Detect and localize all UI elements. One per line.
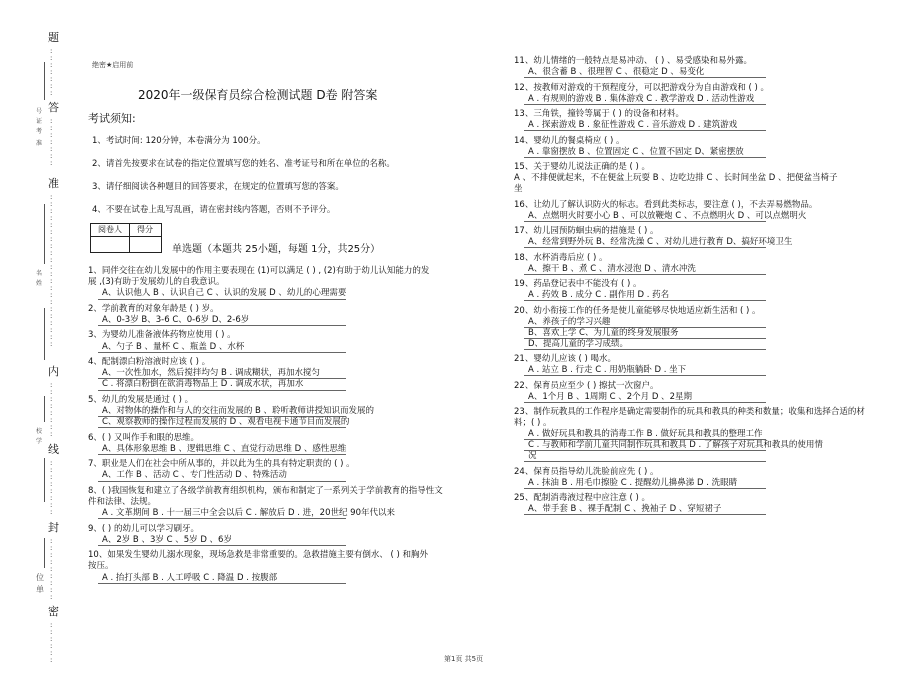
- option-rule: [524, 349, 766, 350]
- question-text: 21、婴幼儿应该 ( ) 喝水。: [514, 354, 617, 364]
- question-options: D、提高儿童的学习成绩。: [528, 338, 629, 349]
- binding-line: [44, 396, 45, 422]
- question-text: 8、( )我国恢复和建立了各级学前教育组织机构，颁布和制定了一系列关于学前教育的指导性文: [88, 485, 443, 496]
- binding-dots: : : : : : :: [50, 621, 53, 664]
- question-options: A、具体形象思维 B 、逻辑思维 C 、直觉行动思维 D 、感性思维: [102, 443, 347, 454]
- page-title: 2020年一级保育员综合检测试题 D卷 附答案: [138, 88, 378, 102]
- option-rule: [524, 300, 766, 301]
- question-text: 17、幼儿园预防蛔虫病的措施是 ( ) 。: [514, 226, 659, 236]
- question-options: A . 抹油 B . 用毛巾擦脸 C . 提醒幼儿擤鼻涕 D . 洗眼睛: [528, 477, 738, 488]
- binding-dots: : : : : : : :: [50, 117, 53, 167]
- instruction-line: 1、考试时间: 120分钟，本卷满分为 100分。: [92, 136, 266, 146]
- instruction-line: 4、不要在试卷上乱写乱画，请在密封线内答题，否则不予评分。: [92, 205, 336, 215]
- question-text: 展 ,(3)有助于发展幼儿的自我意识。: [88, 277, 225, 288]
- question-options: A、经常到野外玩 B、经常洗澡 C 、对幼儿进行教育 D、搞好环境卫生: [528, 237, 793, 247]
- option-rule: [524, 488, 766, 489]
- option-rule: [98, 299, 346, 300]
- question-text: 24、保育员指导幼儿洗脸前应先 ( ) 。: [514, 466, 659, 477]
- instruction-line: 3、请仔细阅读各种题目的回答要求，在规定的位置填写您的答案。: [92, 182, 344, 192]
- binding-line: [44, 308, 45, 360]
- question-text: 20、幼小衔接工作的任务是使儿童能够尽快地适应新生活和 ( ) 。: [514, 305, 761, 316]
- question-options: A . 药效 B . 成分 C . 副作用 D . 药名: [528, 290, 670, 300]
- question-options: C、观察教师的操作过程而发展的 D 、观看电视卡通节目而发展的: [102, 417, 350, 428]
- question-options: C . 将漂白粉倒在欲消毒物品上 D . 调成水状，再加水: [102, 379, 304, 390]
- binding-small-label: 姓: [36, 280, 43, 287]
- question-options: A、0-3岁 B、3-6 C、0-6岁 D、2-6岁: [102, 315, 250, 325]
- binding-char: 内: [48, 365, 59, 378]
- instructions-title: 考试须知:: [88, 112, 136, 125]
- question-options: C . 与教师和学前儿童共同制作玩具和教具 D . 了解孩子对玩具和教具的使用情: [528, 440, 823, 450]
- question-text: 10、如果发生婴幼儿溺水现象，现场急救是非常重要的。急救措施主要有倒水、 ( ) 和胸外: [88, 550, 429, 561]
- binding-dots: : : : : : : :: [50, 47, 53, 97]
- binding-line: [44, 62, 45, 100]
- question-text: 4、配制漂白粉溶液时应该 ( ) 。: [88, 357, 211, 367]
- option-rule: [524, 104, 766, 105]
- question-options: A、点燃明火时要小心 B 、可以放鞭炮 C 、不点燃明火 D 、可以点燃明火: [528, 210, 807, 221]
- question-options: A、一次性加水，然后搅拌均匀 B . 调成糊状，再加水搅匀: [102, 368, 320, 379]
- binding-small-label: 位: [36, 573, 44, 582]
- question-options: A、带手套 B 、裸手配制 C 、挽袖子 D 、穿短裙子: [528, 504, 722, 514]
- option-rule: [98, 454, 346, 455]
- option-rule: [98, 352, 346, 353]
- option-rule: [98, 390, 346, 391]
- binding-char: 准: [48, 177, 59, 190]
- question-text: 13、三角铁，撞铃等属于 ( ) 的设备和材料。: [514, 109, 685, 119]
- question-text: A 、不排便就起来，不在便盆上玩耍 B 、边吃边排 C 、长时间坐盆 D 、把便盆当椅子: [514, 173, 838, 183]
- option-rule: [98, 583, 346, 584]
- binding-small-label: 单: [36, 585, 44, 594]
- question-text: 5、幼儿的发展是通过 ( ) 。: [88, 394, 194, 405]
- question-text: 11、幼儿情绪的一般特点是易冲动、 ( ) 、易受感染和易外露。: [514, 56, 753, 66]
- question-options: A . 探索游戏 B . 象征性游戏 C . 音乐游戏 D . 建筑游戏: [528, 120, 738, 130]
- option-rule: [98, 481, 346, 482]
- question-options: A、工作 B 、活动 C 、专门性活动 D 、特殊活动: [102, 470, 287, 481]
- binding-small-label: 准: [36, 140, 43, 147]
- question-text: 14、婴幼儿的餐桌椅应 ( ) 。: [514, 135, 625, 146]
- option-rule: [524, 450, 766, 451]
- option-rule: [524, 221, 766, 222]
- question-text: 23、制作玩教具的工作程序是确定需要制作的玩具和教具的种类和数量；收集和选择合适的材: [514, 407, 865, 417]
- question-text: 按压。: [88, 561, 114, 572]
- question-text: 22、保育员应至少 ( ) 擦拭一次窗户。: [514, 380, 659, 391]
- question-text: 2、学前教育的对象年龄是 ( ) 岁。: [88, 303, 219, 314]
- option-rule: [524, 514, 766, 515]
- question-text: 15、关于婴幼儿说法正确的是 ( ) 。: [514, 162, 651, 172]
- question-text: 25、配制消毒液过程中应注意 ( ) 。: [514, 493, 651, 503]
- question-text: 16、让幼儿了解认识防火的标志。看到此类标志，要注意 ( )，不去弄易燃物品。: [514, 199, 818, 210]
- question-text: 件和法律、法规。: [88, 497, 157, 507]
- option-rule: [98, 545, 346, 546]
- option-rule: [524, 274, 766, 275]
- question-options: A . 抬打头部 B . 人工呼吸 C . 降温 D . 按腹部: [102, 572, 278, 583]
- binding-char: 密: [48, 605, 59, 618]
- option-rule: [524, 157, 766, 158]
- binding-line: [44, 538, 45, 568]
- question-text: 18、水杯消毒后应 ( ) 。: [514, 252, 608, 263]
- question-text: 料；( ) 。: [514, 418, 552, 428]
- binding-small-label: 号: [36, 108, 43, 115]
- score-box-reviewer: 阅卷人: [98, 225, 122, 234]
- binding-dots: : : : : : : : :: [50, 381, 53, 438]
- question-options: A . 有规则的游戏 B . 集体游戏 C . 教学游戏 D . 活动性游戏: [528, 93, 755, 104]
- binding-line: [44, 458, 45, 502]
- binding-char: 线: [48, 443, 59, 456]
- option-rule: [524, 130, 766, 131]
- question-options: A、认识他人 B 、认识自己 C 、认识的发展 D 、幼儿的心理需要: [102, 288, 347, 299]
- page-footer: 第1页 共5页: [444, 655, 484, 663]
- option-rule: [98, 518, 346, 519]
- question-options: A、勺子 B 、量杯 C 、瓶盖 D 、水杯: [102, 341, 245, 352]
- question-text: 9、( ) 的幼儿可以学习刷牙。: [88, 523, 199, 534]
- option-rule: [524, 247, 766, 248]
- question-text: 19、药品登记表中不能没有 ( ) 。: [514, 279, 642, 289]
- option-rule: [524, 461, 766, 462]
- binding-dots: : : : : : : : : : : : : : : : : : : : : : :: [50, 193, 53, 348]
- option-rule: [98, 427, 346, 428]
- question-text: 坐: [514, 184, 523, 194]
- binding-dots: : : : : : : : : :: [50, 537, 53, 601]
- option-rule: [524, 375, 766, 376]
- question-options: 况: [528, 451, 537, 461]
- question-text: 7、职业是人们在社会中所从事的，并以此为生的具有特定职责的 ( ) 。: [88, 459, 355, 470]
- question-text: 1、同伴交往在幼儿发展中的作用主要表现在 (1)可以满足 ( ) , (2)有助于幼儿认知能力的发: [88, 266, 430, 276]
- question-options: A、2岁 B 、3岁 C 、5岁 D 、6岁: [102, 534, 232, 545]
- binding-char: 题: [48, 31, 59, 44]
- question-text: 12、按教师对游戏的干预程度分，可以把游戏分为自由游戏和 ( ) 。: [514, 82, 770, 93]
- option-rule: [98, 325, 346, 326]
- binding-small-label: 学: [36, 438, 43, 445]
- question-options: A、很含蓄 B 、很理智 C 、很稳定 D 、易变化: [528, 67, 705, 77]
- question-text: 6、( ) 又叫作手和眼的思维。: [88, 432, 199, 443]
- option-rule: [524, 402, 766, 403]
- question-options: A . 文革期间 B . 十一届三中全会以后 C . 解放后 D . 进，20世纪 90年代以来: [102, 508, 395, 519]
- binding-line: [44, 204, 45, 264]
- binding-small-label: 校: [36, 428, 43, 435]
- secret-label: 绝密★启用前: [92, 61, 134, 69]
- question-options: A、对物体的操作和与人的交往而发展的 B 、聆听教师讲授知识而发展的: [102, 406, 375, 416]
- binding-char: 答: [48, 101, 59, 114]
- question-options: A . 靠窗摆放 B 、位置固定 C 、位置不固定 D、紧密摆放: [528, 146, 744, 157]
- score-box-score: 得分: [137, 225, 153, 234]
- option-rule: [524, 77, 766, 78]
- score-box: [90, 223, 162, 253]
- binding-small-label: 名: [36, 270, 43, 277]
- question-options: A . 站立 B . 行走 C . 用奶瓶躺卧 D . 坐下: [528, 365, 687, 375]
- instruction-line: 2、请首先按要求在试卷的指定位置填写您的姓名、准考证号和所在单位的名称。: [92, 159, 395, 169]
- question-options: A . 做好玩具和教具的消毒工作 B . 做好玩具和教具的整理工作: [528, 429, 763, 439]
- binding-small-label: 考: [36, 128, 43, 135]
- binding-margin: [30, 18, 70, 678]
- section-heading: 单选题（本题共 25小题，每题 1分，共25分）: [172, 244, 381, 255]
- binding-dots: : : : : : : : :: [50, 459, 53, 516]
- binding-char: 封: [48, 521, 59, 534]
- question-text: 3、为婴幼儿准备液体药物应使用 ( ) 。: [88, 330, 236, 341]
- question-options: A、擦干 B 、煮 C 、清水浸泡 D 、清水冲洗: [528, 263, 696, 274]
- question-options: A、1个月 B 、1周期 C 、2个月 D 、2星期: [528, 391, 692, 402]
- question-options: A、养孩子的学习兴趣: [528, 316, 611, 327]
- binding-small-label: 证: [36, 118, 43, 125]
- question-options: B、喜欢上学 C、为儿童的终身发展服务: [528, 327, 679, 338]
